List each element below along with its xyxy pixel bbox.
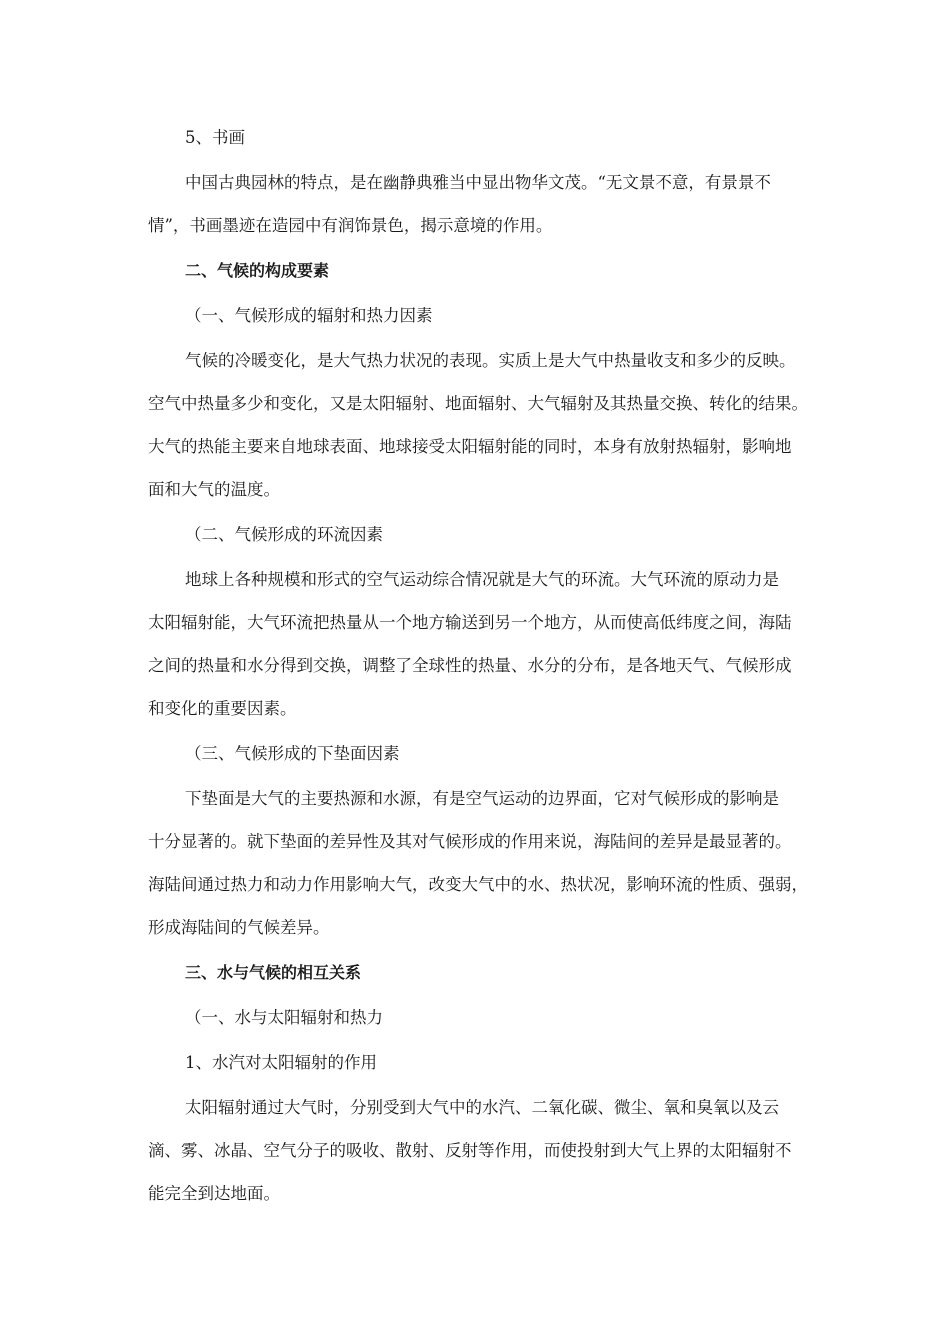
subsection-heading: （二、气候形成的环流因素 — [185, 525, 383, 544]
paragraph-line: 太阳辐射能，大气环流把热量从一个地方输送到另一个地方，从而使高低纬度之间，海陆 — [148, 613, 792, 632]
paragraph-line: 能完全到达地面。 — [148, 1184, 280, 1203]
subsection-heading: （三、气候形成的下垫面因素 — [185, 744, 400, 763]
section-heading: 三、水与气候的相互关系 — [185, 963, 362, 982]
paragraph-line: 之间的热量和水分得到交换，调整了全球性的热量、水分的分布，是各地天气、气候形成 — [148, 656, 792, 675]
section-heading: 二、气候的构成要素 — [185, 261, 330, 280]
paragraph-line: 和变化的重要因素。 — [148, 699, 297, 718]
paragraph-line: 海陆间通过热力和动力作用影响大气，改变大气中的水、热状况，影响环流的性质、强弱， — [148, 875, 808, 894]
paragraph-line: 大气的热能主要来自地球表面、地球接受太阳辐射能的同时，本身有放射热辐射，影响地 — [148, 437, 792, 456]
paragraph-line: 气候的冷暖变化，是大气热力状况的表现。实质上是大气中热量收支和多少的反映。 — [185, 351, 796, 370]
paragraph-line: 滴、雾、冰晶、空气分子的吸收、散射、反射等作用，而使投射到大气上界的太阳辐射不 — [148, 1141, 792, 1160]
paragraph-line: 中国古典园林的特点，是在幽静典雅当中显出物华文茂。“无文景不意，有景景不 — [185, 173, 771, 192]
paragraph-line: 情”，书画墨迹在造园中有润饰景色，揭示意境的作用。 — [148, 216, 553, 235]
paragraph-line: 太阳辐射通过大气时，分别受到大气中的水汽、二氧化碳、微尘、氧和臭氧以及云 — [185, 1098, 779, 1117]
paragraph-line: 十分显著的。就下垫面的差异性及其对气候形成的作用来说，海陆间的差异是最显著的。 — [148, 832, 792, 851]
subsection-heading: 5、书画 — [185, 128, 245, 147]
subsection-heading: （一、水与太阳辐射和热力 — [185, 1008, 383, 1027]
paragraph-line: 面和大气的温度。 — [148, 480, 280, 499]
paragraph-line: 形成海陆间的气候差异。 — [148, 918, 330, 937]
paragraph-line: 空气中热量多少和变化，又是太阳辐射、地面辐射、大气辐射及其热量交换、转化的结果。 — [148, 394, 808, 413]
paragraph-line: 下垫面是大气的主要热源和水源，有是空气运动的边界面，它对气候形成的影响是 — [185, 789, 779, 808]
subsection-heading: 1、水汽对太阳辐射的作用 — [185, 1053, 377, 1072]
paragraph-line: 地球上各种规模和形式的空气运动综合情况就是大气的环流。大气环流的原动力是 — [185, 570, 779, 589]
subsection-heading: （一、气候形成的辐射和热力因素 — [185, 306, 433, 325]
